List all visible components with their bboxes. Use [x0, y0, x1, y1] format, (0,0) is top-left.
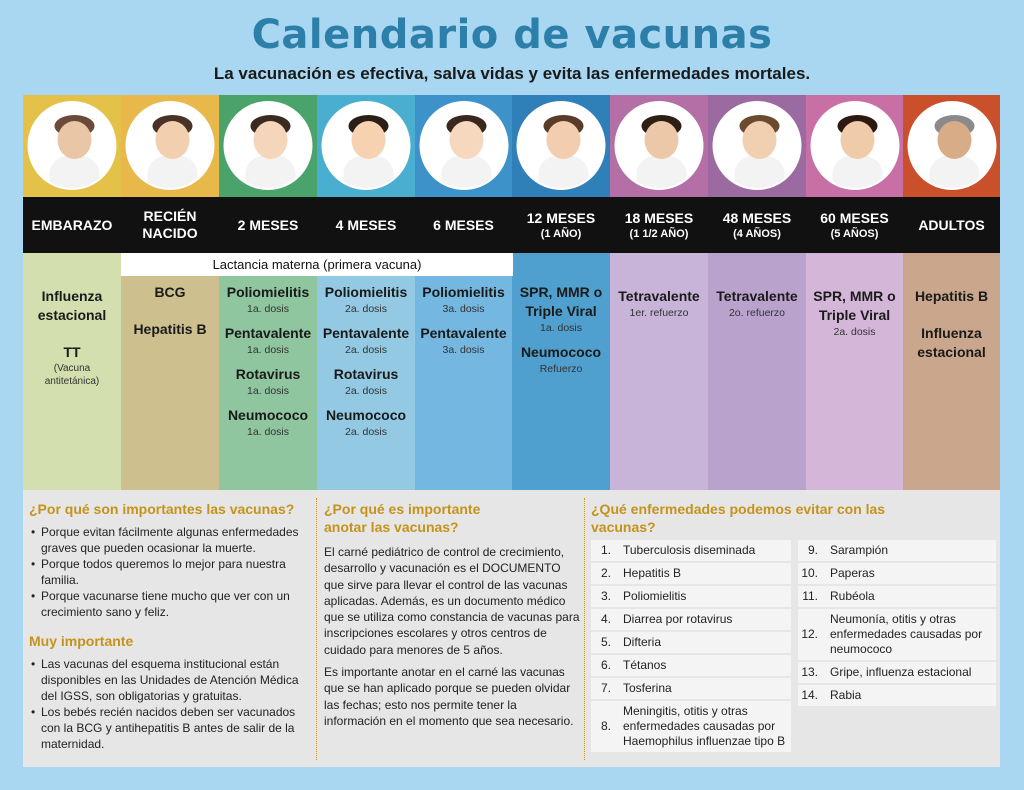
section-why-important [29, 500, 311, 752]
age-label: RECIÉN NACIDO [142, 208, 198, 241]
disease-number: 7. [600, 681, 611, 695]
vaccine-item [415, 283, 512, 316]
photo [810, 101, 899, 190]
person-head-shape [449, 121, 483, 159]
vaccine-dose: 3a. dosis [442, 303, 485, 315]
person-head-shape [352, 121, 386, 159]
disease-number: 12. [801, 627, 818, 641]
age-header [219, 197, 317, 253]
vaccine-item [903, 287, 1000, 306]
photo-band [219, 95, 317, 197]
paragraph: El carné pediátrico de control de crecimiento, desarrollo y vacunación es el DOCUMENTO que sirve para llevar el control de las vacunas aplicadas. Además, es un documento médico que se utiliza como constancia de vacunas para inscripciones escolares y otros centros de cuidado para menores de 5 años. [324, 545, 580, 657]
disease-name: Rubéola [830, 589, 875, 603]
person-head-shape [937, 121, 971, 159]
vaccine-dose: 2a. dosis [344, 385, 388, 397]
vaccine-item [219, 324, 317, 357]
vaccine-item [121, 320, 219, 339]
vaccine-list [317, 253, 415, 490]
vaccine-dose: 1a. dosis [246, 344, 290, 356]
column-12m [512, 95, 610, 490]
vaccine-dose: 3a. dosis [442, 344, 485, 356]
vaccine-name: Rotavirus [333, 366, 399, 382]
photo [907, 101, 996, 190]
age-label: 60 MESES [820, 209, 889, 226]
vaccine-item [806, 287, 903, 339]
vaccine-item [317, 365, 415, 398]
disease-number: 2. [600, 566, 611, 580]
disease-row [798, 586, 996, 607]
disease-name: Paperas [830, 566, 875, 580]
bullet-item: • Porque todos queremos lo mejor para nuestra familia. [29, 556, 311, 588]
vaccine-item [512, 343, 610, 376]
photo [713, 101, 802, 190]
disease-number: 5. [600, 635, 611, 649]
age-label: 18 MESES [624, 209, 694, 226]
disease-row [591, 701, 791, 752]
photo [126, 101, 215, 190]
vaccine-name: Rotavirus [235, 366, 301, 382]
vaccine-item [23, 343, 121, 388]
disease-number: 1. [600, 543, 611, 557]
disease-row [798, 540, 996, 561]
person-body-shape [344, 155, 394, 190]
age-label: ADULTOS [918, 216, 985, 233]
person-head-shape [645, 121, 679, 159]
bullet-list [29, 524, 311, 620]
person-body-shape [637, 155, 687, 190]
column-recien [121, 95, 219, 490]
divider [316, 498, 317, 760]
vaccine-name: Poliomielitis [324, 284, 408, 300]
disease-name: Meningitis, otitis y otras enfermedades causadas por Haemophilus influenzae tipo B [623, 704, 786, 748]
vaccine-dose: Refuerzo [539, 363, 583, 375]
disease-row [798, 609, 996, 660]
vaccine-dose: 1er. refuerzo [629, 307, 689, 319]
vaccine-dose: 1a. dosis [246, 426, 290, 438]
disease-name: Gripe, influenza estacional [830, 665, 972, 679]
vaccine-dose: 2o. refuerzo [728, 307, 786, 319]
disease-name: Poliomielitis [623, 589, 687, 603]
vaccine-dose: 1a. dosis [246, 385, 290, 397]
photo [419, 101, 508, 190]
bullet-item: • Las vacunas del esquema institucional están disponibles en las Unidades de Atención Médica del IGSS, son obligatorias y gratuitas. [29, 656, 311, 704]
disease-row [591, 540, 791, 561]
column-6m [415, 95, 512, 490]
person-head-shape [840, 121, 874, 159]
vaccine-item [219, 406, 317, 439]
photo [224, 101, 313, 190]
vaccine-list [23, 253, 121, 490]
age-header [610, 197, 708, 253]
photo-band [317, 95, 415, 197]
disease-name: Difteria [623, 635, 662, 649]
section-title: ¿Por qué son importantes las vacunas? [29, 501, 295, 517]
disease-list-right [798, 540, 996, 708]
person-head-shape [58, 121, 92, 159]
disease-name: Tuberculosis diseminada [623, 543, 756, 557]
vaccine-name: Tetravalente [618, 288, 700, 304]
column-adultos [903, 95, 1000, 490]
disease-number: 6. [600, 658, 611, 672]
disease-number: 10. [801, 566, 818, 580]
age-label: EMBARAZO [31, 216, 113, 233]
photo-band [23, 95, 121, 197]
vaccine-name: BCG [154, 284, 186, 300]
disease-name: Hepatitis B [623, 566, 682, 580]
disease-name: Tétanos [623, 658, 667, 672]
paragraph: Es importante anotar en el carné las vacunas que se han aplicado porque se pueden olvidar las fechas; esto nos permite tener la información en el momento que sea necesario. [324, 665, 574, 728]
section-diseases [591, 500, 996, 536]
column-48m [708, 95, 806, 490]
breastfeeding-banner: Lactancia materna (primera vacuna) [121, 253, 513, 276]
vaccine-list [219, 253, 317, 490]
disease-name: Diarrea por rotavirus [623, 612, 733, 626]
section-why-record [324, 500, 582, 729]
vaccine-item [512, 283, 610, 335]
age-header [806, 197, 903, 253]
age-header [317, 197, 415, 253]
vaccine-list [415, 253, 512, 490]
photo [28, 101, 117, 190]
age-header [23, 197, 121, 253]
column-60m [806, 95, 903, 490]
vaccine-name: Pentavalente [420, 325, 507, 341]
person-body-shape [539, 155, 589, 190]
person-body-shape [832, 155, 882, 190]
column-embarazo [23, 95, 121, 490]
photo [615, 101, 704, 190]
vaccine-dose: 2a. dosis [344, 426, 388, 438]
vaccine-name: Tetravalente [716, 288, 798, 304]
bullet-item: • Porque evitan fácilmente algunas enfermedades graves que pueden ocasionar la muerte. [29, 524, 311, 556]
vaccine-calendar-grid [23, 95, 1000, 490]
age-header [415, 197, 512, 253]
vaccine-name: Hepatitis B [133, 321, 207, 337]
divider [584, 498, 585, 760]
vaccine-item [219, 283, 317, 316]
vaccine-item [317, 406, 415, 439]
person-head-shape [743, 121, 777, 159]
age-header [512, 197, 610, 253]
vaccine-list [708, 253, 806, 490]
photo [322, 101, 411, 190]
vaccine-name: Neumococo [520, 344, 602, 360]
vaccine-list [903, 253, 1000, 490]
vaccine-item [317, 324, 415, 357]
disease-row [591, 609, 791, 630]
bullet-item: • Los bebés recién nacidos deben ser vacunados con la BCG y antihepatitis B antes de salir de la maternidad. [29, 704, 311, 752]
photo-band [121, 95, 219, 197]
photo-band [708, 95, 806, 197]
vaccine-dose: (Vacuna antitetánica) [44, 363, 100, 387]
disease-row [591, 632, 791, 653]
vaccine-name: TT [63, 344, 81, 360]
disease-name: Neumonía, otitis y otras enfermedades causadas por neumococo [830, 612, 983, 656]
vaccine-name: SPR, MMR o Triple Viral [813, 288, 896, 323]
column-2m [219, 95, 317, 490]
vaccine-dose: 1a. dosis [246, 303, 290, 315]
disease-row [591, 655, 791, 676]
age-header [121, 197, 219, 253]
photo-band [415, 95, 512, 197]
age-sublabel: (1 1/2 AÑO) [629, 227, 689, 240]
disease-row [798, 662, 996, 683]
age-header [903, 197, 1000, 253]
vaccine-item [23, 287, 121, 325]
disease-row [798, 563, 996, 584]
photo-band [806, 95, 903, 197]
disease-number: 13. [801, 665, 818, 679]
page-title: Calendario de vacunas [251, 12, 773, 58]
section-title: ¿Qué enfermedades podemos evitar con las vacunas? [591, 501, 886, 535]
vaccine-item [219, 365, 317, 398]
person-head-shape [156, 121, 190, 159]
photo-band [903, 95, 1000, 197]
disease-row [798, 685, 996, 706]
vaccine-list [610, 253, 708, 490]
vaccine-list [512, 253, 610, 490]
person-body-shape [246, 155, 296, 190]
disease-number: 3. [600, 589, 611, 603]
age-header [708, 197, 806, 253]
person-head-shape [254, 121, 288, 159]
vaccine-name: Neumococo [325, 407, 407, 423]
vaccine-dose: 2a. dosis [344, 344, 388, 356]
vaccine-name: Poliomielitis [422, 284, 505, 300]
person-head-shape [547, 121, 581, 159]
vaccine-item [317, 283, 415, 316]
bullet-list-important [29, 656, 311, 752]
disease-row [591, 678, 791, 699]
photo-band [512, 95, 610, 197]
vaccine-item [610, 287, 708, 320]
vaccine-list [121, 253, 219, 490]
photo [517, 101, 606, 190]
photo-band [610, 95, 708, 197]
vaccine-list [806, 253, 903, 490]
person-body-shape [735, 155, 785, 190]
disease-row [591, 563, 791, 584]
vaccine-dose: 2a. dosis [833, 326, 876, 338]
vaccine-name: Pentavalente [224, 325, 312, 341]
vaccine-name: Hepatitis B [914, 288, 989, 304]
section-title: ¿Por qué es importante anotar las vacunas? [324, 501, 481, 535]
disease-number: 9. [807, 543, 818, 557]
column-4m [317, 95, 415, 490]
age-label: 2 MESES [237, 216, 299, 233]
disease-number: 4. [600, 612, 611, 626]
vaccine-item [903, 324, 1000, 362]
vaccine-name: SPR, MMR o Triple Viral [519, 284, 603, 319]
page-subtitle: La vacunación es efectiva, salva vidas y evita las enfermedades mortales. [213, 64, 811, 83]
bullet-item: • Porque vacunarse tiene mucho que ver con un crecimiento sano y feliz. [29, 588, 311, 620]
age-label: 6 MESES [433, 216, 494, 233]
vaccine-name: Neumococo [227, 407, 309, 423]
vaccine-dose: 2a. dosis [344, 303, 388, 315]
disease-number: 11. [802, 589, 818, 603]
vaccine-dose: 1a. dosis [539, 322, 583, 334]
disease-name: Sarampión [830, 543, 889, 557]
section-title-important: Muy importante [29, 633, 134, 649]
age-label: 12 MESES [526, 209, 596, 226]
disease-number: 14. [801, 688, 818, 702]
vaccine-name: Influenza estacional [37, 288, 107, 323]
age-label: 4 MESES [335, 216, 397, 233]
vaccine-item [415, 324, 512, 357]
person-body-shape [441, 155, 491, 190]
age-sublabel: (4 AÑOS) [733, 227, 781, 240]
person-body-shape [148, 155, 198, 190]
disease-row [591, 586, 791, 607]
vaccine-name: Influenza estacional [917, 325, 986, 360]
age-label: 48 MESES [722, 209, 792, 226]
vaccine-name: Poliomielitis [226, 284, 310, 300]
person-body-shape [929, 155, 979, 190]
vaccine-name: Pentavalente [322, 325, 410, 341]
vaccine-item [708, 287, 806, 320]
age-sublabel: (5 AÑOS) [830, 227, 879, 240]
column-18m [610, 95, 708, 490]
info-panel [23, 490, 1000, 767]
disease-name: Rabia [830, 688, 862, 702]
disease-list-left [591, 540, 791, 754]
vaccine-item [121, 283, 219, 302]
person-body-shape [50, 155, 100, 190]
disease-number: 8. [600, 719, 611, 733]
age-sublabel: (1 AÑO) [540, 227, 582, 240]
disease-name: Tosferina [623, 681, 672, 695]
